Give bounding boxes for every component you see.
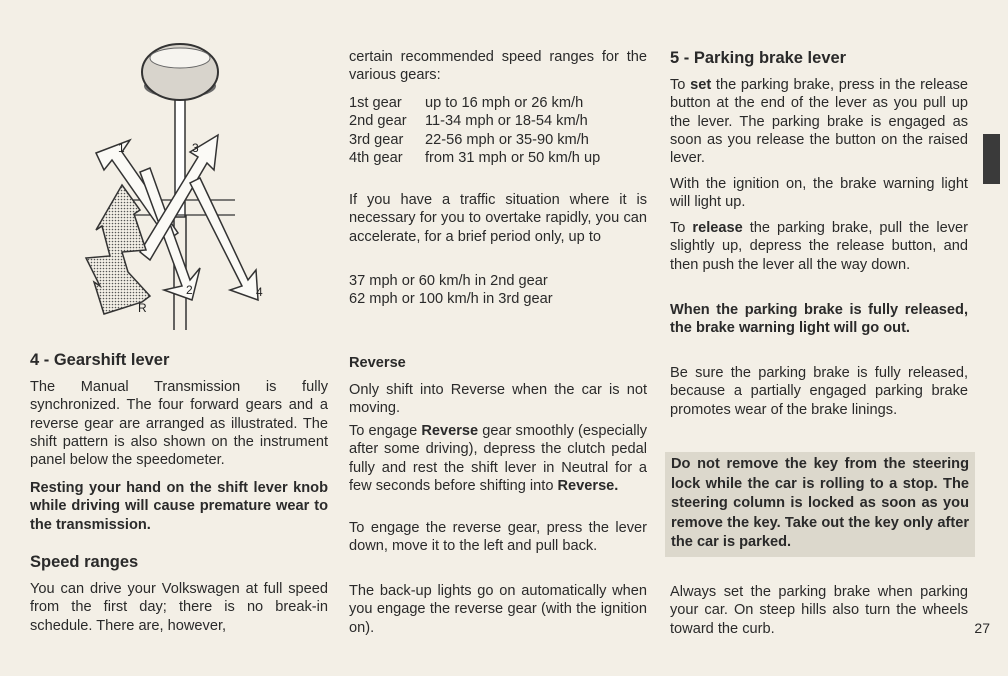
label-gear-4: 4 [256, 285, 263, 299]
gear-row: 2nd gear 11-34 mph or 18-54 km/h [349, 113, 588, 130]
gear-row: 3rd gear 22-56 mph or 35-90 km/h [349, 131, 589, 148]
label-gear-R: R [138, 301, 147, 315]
label-gear-3: 3 [192, 141, 199, 155]
overtake-3rd-gear: 62 mph or 100 km/h in 3rd gear [349, 291, 553, 307]
reverse-paragraph-2: To engage Reverse gear smoothly (especially after some driving), depress the clutch pedal fully and rest the shift lever in Neutral for a few seconds before shifting into Reverse. [349, 423, 647, 494]
reverse-paragraph-1: Only shift into Reverse when the car is not moving. [349, 382, 647, 417]
ignition-paragraph: With the ignition on, the brake warning light will light up. [670, 176, 968, 211]
speed-ranges-paragraph: You can drive your Volkswagen at full speed from the first day; there is no break-in schedule. There are, however, [30, 581, 328, 634]
set-brake-paragraph: To set the parking brake, press in the release button at the end of the lever as you pull up the lever. The parking brake is engaged as soon as you release the button on the raised lever. [670, 77, 969, 167]
gear-row: 4th gear from 31 mph or 50 km/h up [349, 149, 601, 166]
speed-intro: certain recommended speed ranges for the various gears: [349, 49, 647, 84]
steering-lock-warning-box [665, 452, 975, 557]
overtake-2nd-gear: 37 mph or 60 km/h in 2nd gear [349, 273, 548, 289]
reverse-arrow [86, 185, 150, 314]
label-gear-2: 2 [186, 283, 193, 297]
label-gear-1: 1 [118, 141, 125, 155]
be-sure-paragraph: Be sure the parking brake is fully released, because a partially engaged parking brake promotes wear of the brake linings. [670, 365, 968, 418]
reverse-paragraph-4: The back-up lights go on automatically when you engage the reverse gear (with the ignition on). [349, 583, 647, 636]
page-number: 27 [974, 620, 990, 636]
section4-paragraph: The Manual Transmission is fully synchronized. The four forward gears and a reverse gear are arranged as illustrated. The shift pattern is also shown on the instrument panel below the speedometer. [30, 379, 328, 469]
gear-speed-table [349, 94, 600, 167]
section4-warning: Resting your hand on the shift lever knob while driving will cause premature wear to the transmission. [30, 480, 328, 533]
release-brake-paragraph: To release the parking brake, pull the lever slightly up, depress the release button, and then push the lever all the way down. [670, 220, 968, 273]
section4-heading: 4 - Gearshift lever [30, 351, 170, 369]
gear4-arrow [190, 178, 258, 300]
released-warning-paragraph: When the parking brake is fully released, the brake warning light will go out. [670, 302, 968, 337]
section5-heading: 5 - Parking brake lever [670, 49, 847, 67]
gearshift-diagram [30, 0, 328, 345]
gear-row: 1st gear up to 16 mph or 26 km/h [349, 95, 584, 111]
chapter-tab-marker [983, 134, 1000, 184]
reverse-heading: Reverse [349, 355, 406, 371]
traffic-paragraph: If you have a traffic situation where it is necessary for you to overtake rapidly, you can accelerate, for a brief period only, up to [349, 192, 647, 245]
reverse-paragraph-3: To engage the reverse gear, press the lever down, move it to the left and pull back. [349, 520, 647, 555]
steering-lock-warning: Do not remove the key from the steering lock while the car is rolling to a stop. The steering column is locked as soon as you remove the key. Take out the key only after the car is parked. [671, 456, 969, 550]
always-set-paragraph: Always set the parking brake when parking your car. On steep hills also turn the wheels toward the curb. [670, 584, 968, 637]
speed-ranges-heading: Speed ranges [30, 553, 139, 571]
